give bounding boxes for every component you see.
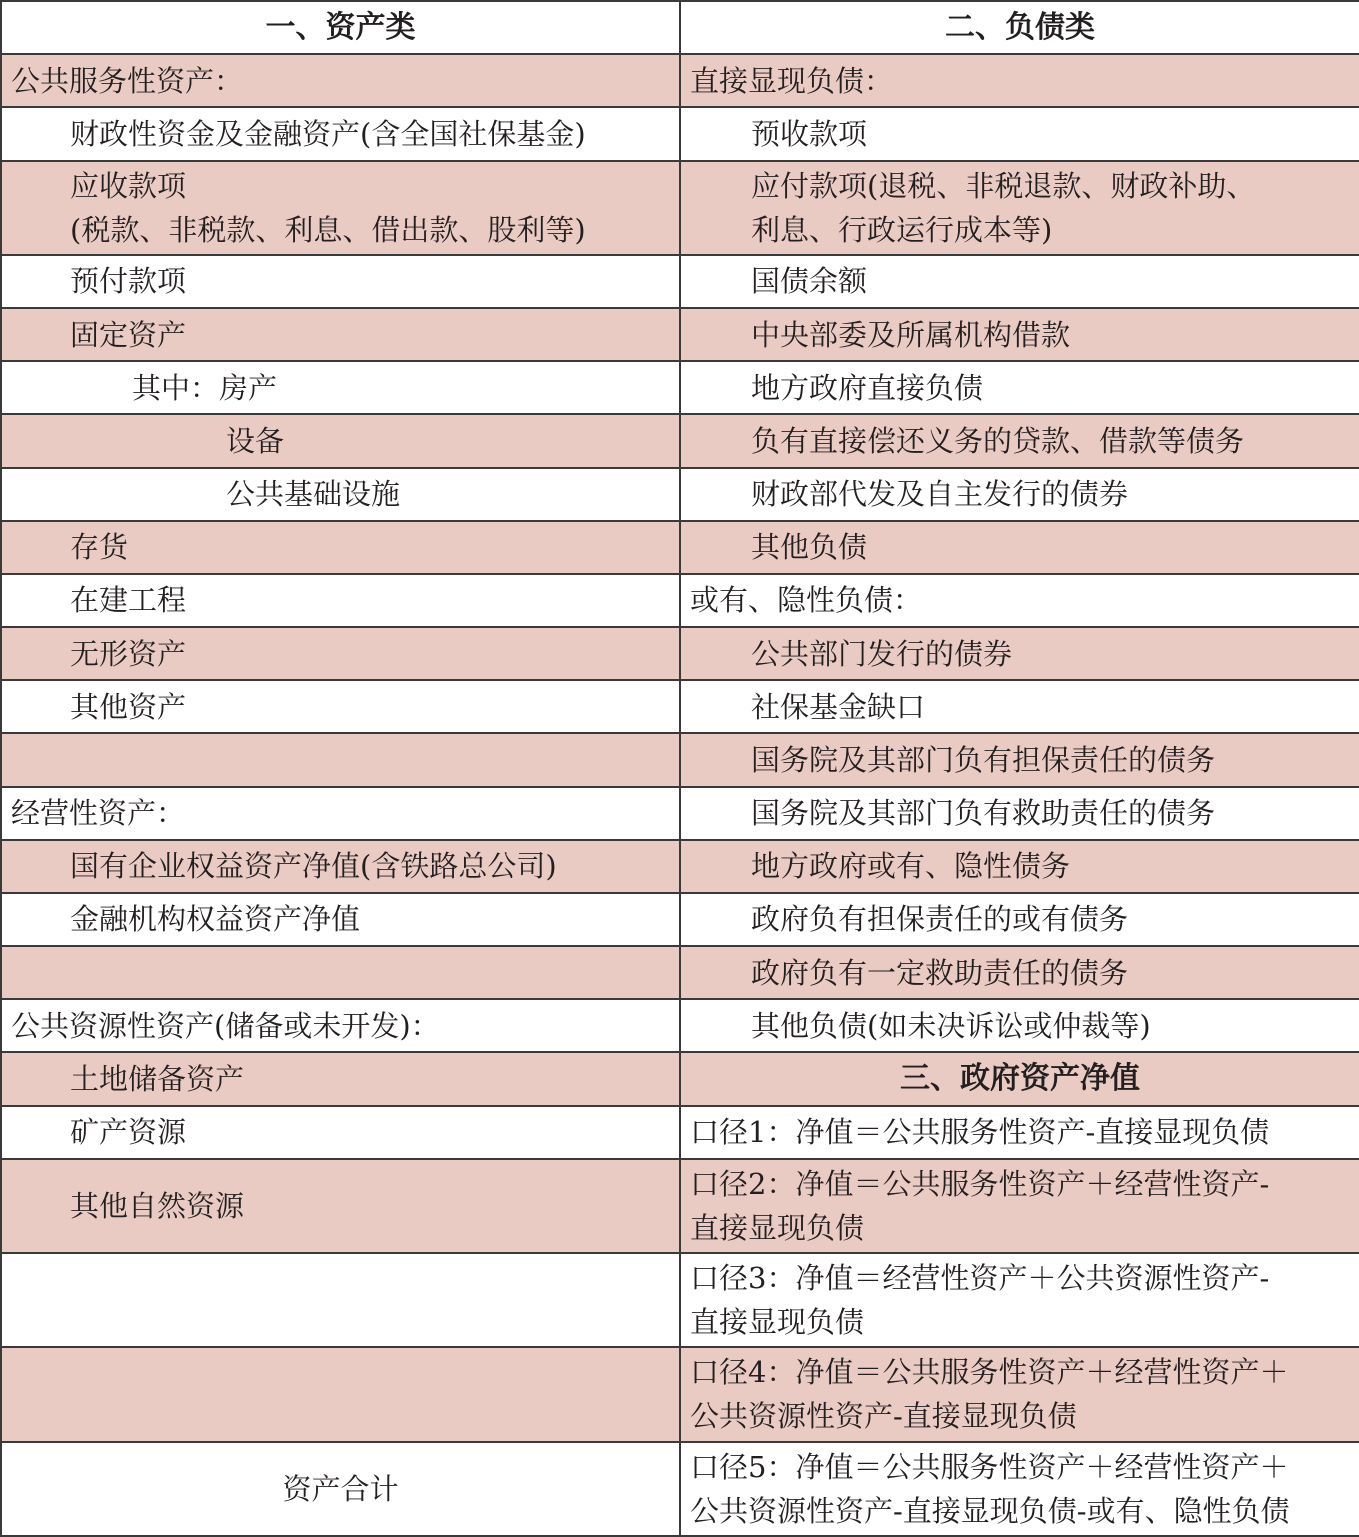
method-5-line-2: 公共资源性资产-直接显现负债-或有、隐性负债 (690, 1493, 1290, 1528)
method-3-line-2: 直接显现负债 (690, 1305, 865, 1340)
infrastructure-cell: 公共基础设施 (1, 468, 680, 521)
table-row (1, 840, 1359, 893)
assets-header: 一、资产类 (1, 1, 680, 54)
method-5-line-1: 口径5：净值＝公共服务性资产＋经营性资产＋ (690, 1449, 1289, 1484)
construction-cell: 在建工程 (1, 574, 680, 627)
table-row (1, 1159, 1359, 1253)
method-4-line-2: 公共资源性资产-直接显现负债 (690, 1399, 1077, 1434)
central-borrowings-cell: 中央部委及所属机构借款 (680, 308, 1359, 361)
equipment-cell: 设备 (1, 414, 680, 467)
minerals-cell: 矿产资源 (1, 1106, 680, 1159)
empty-cell (1, 1347, 680, 1441)
gov-rescue-cell: 政府负有一定救助责任的债务 (680, 946, 1359, 999)
receivables-line-1: 应收款项 (70, 168, 187, 203)
housing-cell: 其中：房产 (1, 361, 680, 414)
fiscal-funds-cell: 财政性资金及金融资产(含全国社保基金) (1, 107, 680, 160)
table-row (1, 54, 1359, 107)
advance-receipts-cell: 预收款项 (680, 107, 1359, 160)
fixed-assets-cell: 固定资产 (1, 308, 680, 361)
header-row (1, 1, 1359, 54)
table-row (1, 574, 1359, 627)
prepayments-cell: 预付款项 (1, 255, 680, 308)
liabilities-header: 二、负债类 (680, 1, 1359, 54)
other-direct-liabilities-cell: 其他负债 (680, 521, 1359, 574)
public-resource-assets-title: 公共资源性资产(储备或未开发)： (1, 999, 680, 1052)
other-contingent-cell: 其他负债(如未决诉讼或仲裁等) (680, 999, 1359, 1052)
public-bonds-cell: 公共部门发行的债券 (680, 627, 1359, 680)
empty-cell (1, 946, 680, 999)
local-contingent-cell: 地方政府或有、隐性债务 (680, 840, 1359, 893)
land-reserve-cell: 土地储备资产 (1, 1052, 680, 1105)
empty-cell (1, 733, 680, 786)
table-row (1, 893, 1359, 946)
table-row (1, 521, 1359, 574)
direct-liabilities-title: 直接显现负债： (680, 54, 1359, 107)
local-direct-cell: 地方政府直接负债 (680, 361, 1359, 414)
council-rescue-cell: 国务院及其部门负有救助责任的债务 (680, 787, 1359, 840)
net-worth-header: 三、政府资产净值 (680, 1052, 1359, 1105)
table-row (1, 308, 1359, 361)
net-worth-method-5 (680, 1442, 1359, 1536)
gov-guarantee-cell: 政府负有担保责任的或有债务 (680, 893, 1359, 946)
table-row (1, 468, 1359, 521)
table-row (1, 999, 1359, 1052)
method-3-line-1: 口径3：净值＝经营性资产＋公共资源性资产- (690, 1261, 1270, 1296)
net-worth-method-4 (680, 1347, 1359, 1441)
contingent-liabilities-title: 或有、隐性负债： (680, 574, 1359, 627)
method-2-line-1: 口径2：净值＝公共服务性资产＋经营性资产- (690, 1166, 1270, 1201)
table-row (1, 733, 1359, 786)
table-row (1, 787, 1359, 840)
soe-equity-cell: 国有企业权益资产净值(含铁路总公司) (1, 840, 680, 893)
natural-resources-cell: 其他自然资源 (1, 1159, 680, 1253)
empty-cell (1, 1253, 680, 1347)
receivables-cell (1, 161, 680, 255)
pension-gap-cell: 社保基金缺口 (680, 680, 1359, 733)
table-row (1, 107, 1359, 160)
payables-line-2: 利息、行政运行成本等) (751, 212, 1053, 247)
intangible-cell: 无形资产 (1, 627, 680, 680)
table-row (1, 255, 1359, 308)
table-row (1, 1052, 1359, 1105)
method-2-line-2: 直接显现负债 (690, 1210, 865, 1245)
table-row (1, 1106, 1359, 1159)
table-row (1, 680, 1359, 733)
payables-line-1: 应付款项(退税、非税退款、财政补助、 (751, 168, 1256, 203)
table-row (1, 1347, 1359, 1441)
table-row (1, 627, 1359, 680)
net-worth-method-2 (680, 1159, 1359, 1253)
financial-equity-cell: 金融机构权益资产净值 (1, 893, 680, 946)
net-worth-method-3 (680, 1253, 1359, 1347)
council-guarantee-cell: 国务院及其部门负有担保责任的债务 (680, 733, 1359, 786)
other-assets-cell: 其他资产 (1, 680, 680, 733)
inventory-cell: 存货 (1, 521, 680, 574)
receivables-line-2: (税款、非税款、利息、借出款、股利等) (70, 212, 586, 247)
treasury-balance-cell: 国债余额 (680, 255, 1359, 308)
method-4-line-1: 口径4：净值＝公共服务性资产＋经营性资产＋ (690, 1355, 1289, 1390)
table-row (1, 361, 1359, 414)
net-worth-method-1: 口径1：净值＝公共服务性资产-直接显现负债 (680, 1106, 1359, 1159)
loans-debts-cell: 负有直接偿还义务的贷款、借款等债务 (680, 414, 1359, 467)
mof-bonds-cell: 财政部代发及自主发行的债券 (680, 468, 1359, 521)
table-row (1, 161, 1359, 255)
total-assets-cell: 资产合计 (1, 1442, 680, 1536)
table-row (1, 946, 1359, 999)
table-row (1, 1442, 1359, 1536)
table-row (1, 1253, 1359, 1347)
public-service-assets-title: 公共服务性资产： (1, 54, 680, 107)
table-row (1, 414, 1359, 467)
operating-assets-title: 经营性资产： (1, 787, 680, 840)
payables-cell (680, 161, 1359, 255)
